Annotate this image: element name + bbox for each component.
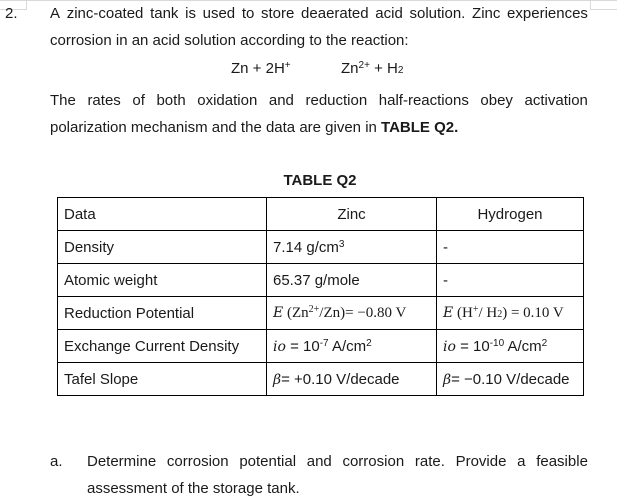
sub-question-word: corrosion [166,453,229,470]
intro-word: solution. [409,5,466,22]
sub-question-word: and [306,453,332,470]
header-hydrogen: Hydrogen [437,198,584,231]
intro-line-2: corrosion in an acid solution according to the reaction: [50,32,409,49]
table-row-tafel-slope [58,363,584,396]
page-corner-mark-right [590,0,617,10]
intro-word: acid [375,5,403,22]
sub-question-line-2: assessment of the storage tank. [87,480,300,497]
intro-word: zinc-coated [66,5,144,22]
question-number: 2. [5,5,18,22]
intro-word: to [241,5,255,22]
table-header-row [58,198,584,231]
rates-word: half-reactions [378,92,469,109]
reaction-products: + H [369,60,398,77]
page-top-border [0,0,617,1]
hydrogen-tafel-slope-cell [437,363,584,396]
sub-question-word: a [517,453,526,470]
rates-word: of [132,92,145,109]
data-table [57,197,584,396]
hydrogen-ion-charge: + [472,303,479,315]
zinc-ion-charge: 2+ [308,303,320,315]
reaction-left-side [231,60,291,78]
potential-symbol: E [443,304,454,321]
hydrogen-exchange-current-cell [437,330,584,363]
row-label: Atomic weight [58,264,267,297]
zinc-density-cell [267,231,437,264]
rates-word: rates [87,92,121,109]
rates-line-2 [50,119,458,137]
reaction-h2-subscript: 2 [397,65,404,76]
potential-symbol: E [273,304,284,321]
rates-word: The [50,92,76,109]
zinc-potential-part-b: /Zn)= −0.80 V [319,304,407,321]
intro-word: deaerated [301,5,369,22]
rates-word: activation [524,92,588,109]
hydrogen-atomic-weight-value: - [437,264,584,297]
hydrogen-current-exponent: -10 [489,337,505,349]
reaction-reactants: Zn + 2H [231,60,285,77]
row-label: Exchange Current Density [58,330,267,363]
intro-word: experiences [507,5,588,22]
zinc-current-unit: A/cm [328,337,367,355]
table-row-atomic-weight [58,264,584,297]
zinc-tafel-slope-cell [267,363,437,396]
rates-word: obey [480,92,513,109]
zinc-unit-exponent: 2 [366,337,372,349]
zinc-atomic-weight-value: 65.37 g/mole [267,264,437,297]
hydrogen-density-value: - [437,231,584,264]
zinc-exchange-current-cell [267,330,437,363]
rates-word: reduction [305,92,368,109]
zinc-density-value: 7.14 g/cm [273,238,339,256]
row-label: Tafel Slope [58,363,267,396]
current-symbol: i [443,338,448,355]
intro-word: Zinc [472,5,501,22]
rates-word: both [156,92,186,109]
current-symbol-subscript: o [277,338,286,355]
sub-question-word: potential [239,453,297,470]
sub-question-word: feasible [536,453,588,470]
zinc-current-part-a: = 10 [285,337,320,355]
hydrogen-potential-part-c: ) = 0.10 V [502,304,564,321]
hydrogen-molecule-subscript: 2 [497,308,503,320]
hydrogen-unit-exponent: 2 [541,337,548,349]
sub-question-word: corrosion [342,453,405,470]
table-caption: TABLE Q2 [283,172,357,189]
zinc-potential-part-a: (Zn [283,304,309,321]
hydrogen-current-unit: A/cm [504,337,542,355]
hydrogen-reduction-potential-cell [437,297,584,330]
reaction-right-side [341,60,403,78]
hydrogen-current-part-a: = 10 [455,337,490,355]
table-row-exchange-current-density [58,330,584,363]
row-label: Density [58,231,267,264]
sub-question-word: Provide [455,453,507,470]
rates-line-2-text: polarization mechanism and the data are given in [50,119,382,136]
intro-word: used [202,5,236,22]
table-reference: TABLE Q2. [381,119,459,136]
header-data: Data [58,198,267,231]
reaction-h-charge: + [284,60,291,71]
zinc-current-exponent: -7 [319,337,329,349]
zinc-reduction-potential-cell [267,297,437,330]
intro-word: store [261,5,295,22]
intro-word: tank [150,5,179,22]
rates-word: and [268,92,294,109]
intro-line-1 [50,5,588,23]
beta-symbol: β [443,371,452,388]
sub-question-label: a. [50,453,63,470]
zinc-density-exponent: 3 [338,238,345,250]
intro-word: is [185,5,196,22]
beta-symbol: β [273,371,282,388]
rates-line-1 [50,92,588,110]
sub-question-word: Determine [87,453,157,470]
header-zinc: Zinc [267,198,437,231]
table-row-density [58,231,584,264]
current-symbol-subscript: o [447,338,456,355]
intro-word: A [50,5,61,22]
zinc-tafel-slope-value: = +0.10 V/decade [281,370,400,388]
sub-question-word: rate. [414,453,445,470]
hydrogen-potential-part-b: / H [478,304,498,321]
row-label: Reduction Potential [58,297,267,330]
hydrogen-tafel-slope-value: = −0.10 V/decade [451,370,570,388]
hydrogen-potential-part-a: (H [453,304,473,321]
reaction-zn: Zn [341,60,359,77]
table-row-reduction-potential [58,297,584,330]
rates-word: oxidation [197,92,258,109]
current-symbol: i [273,338,278,355]
reaction-zn-charge: 2+ [358,60,370,71]
sub-question-line-1 [87,453,588,471]
